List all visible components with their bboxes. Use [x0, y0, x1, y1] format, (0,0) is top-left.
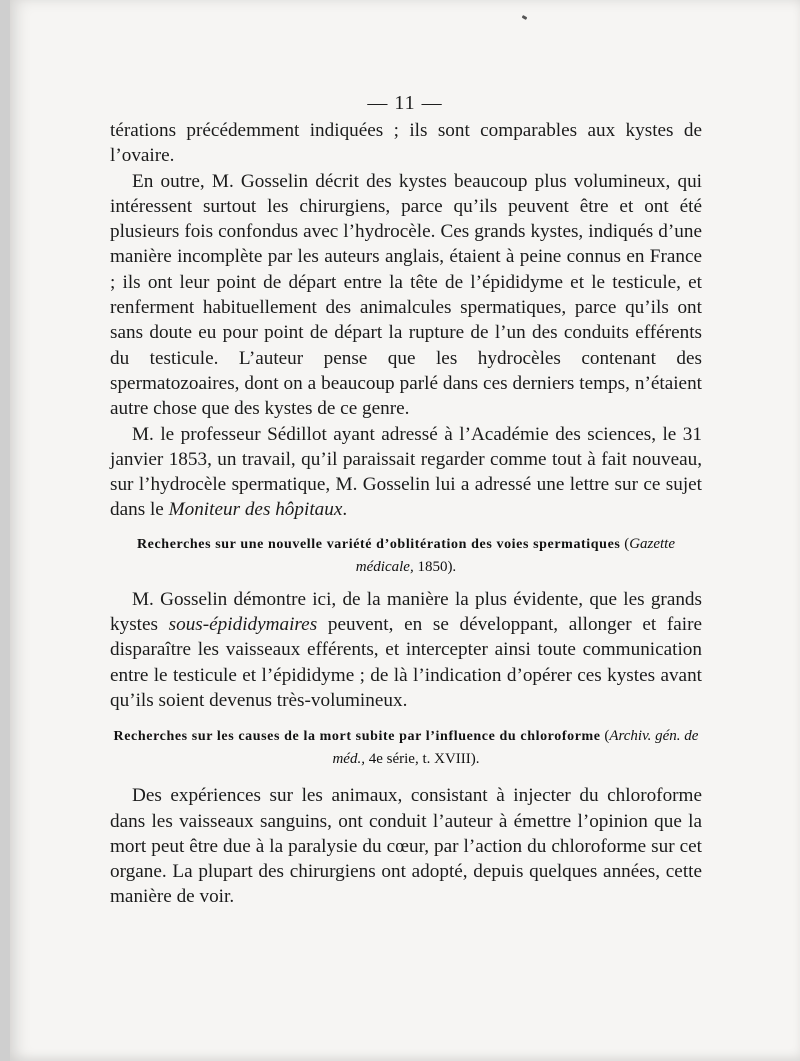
journal-title: Moniteur des hôpitaux: [168, 499, 343, 521]
paragraph-demonstration: [110, 587, 702, 713]
page-text: [110, 118, 702, 910]
page-number: — 11 —: [367, 92, 443, 114]
reference-open: (: [620, 535, 630, 552]
section-heading-chloroform: [110, 725, 702, 771]
paragraph-sedillot: [110, 422, 702, 523]
section-heading-obliteration: [110, 533, 702, 579]
paragraph-demonstration-end: peuvent, en se développant, allonger et faire disparaître les vaisseaux efférents, et intercepter ainsi toute communication entre le testicule et l’épididyme ; de là l’indication d’opérer ces kystes avant qu’ils soient devenus très-volumineux.: [110, 614, 702, 711]
book-page: [10, 0, 800, 1061]
print-speck: [522, 15, 528, 20]
reference-journal: Gazette médicale,: [355, 535, 676, 575]
italic-term: sous-épididymaires: [168, 614, 318, 636]
paragraph-experiments: Des expériences sur les animaux, consistant à injecter du chloroforme dans les vaisseaux sanguins, ont conduit l’auteur à émettre l’opinion que la mort peut être due à la paralysie du cœur, par l’action du chloroforme sur cet organe. La plupart des chirurgiens ont adopté, depuis quelques années, cette manière de voir.: [110, 785, 702, 908]
paragraph-demonstration-text: M. Gosselin démontre ici, de la manière la plus évidente, que les grands kystes: [110, 588, 702, 636]
reference-open: (: [600, 728, 610, 745]
paragraph-sedillot-text: M. le professeur Sédillot ayant adressé à l’Académie des sciences, le 31 janvier 1853, un travail, qu’il paraissait regarder comme tout à fait nouveau, sur l’hydrocèle spermatique, M. Gosselin lui a adressé une lettre sur ce sujet dans le: [110, 423, 702, 521]
paragraph-large-cysts: En outre, M. Gosselin décrit des kystes beaucoup plus volumineux, qui intéressent surtout les chirurgiens, parce qu’ils peuvent être et ont été plusieurs fois confondus avec l’hydrocèle. Ces grands kystes, indiqués d’une manière incomplète par les auteurs anglais, étaient à peine connus en France ; ils ont leur point de départ entre la tête de l’épididyme et le testicule, et renferment habituellement des animalcules spermatiques, parce qu’ils ont sans doute eu pour point de départ la rupture de l’un des conduits efférents du testicule. L’auteur pense que les hydrocèles contenant des spermatozoaires, dont on a beaucoup parlé dans ces derniers temps, n’étaient autre chose que des kystes de ce genre.: [110, 170, 702, 420]
reference-rest: 1850).: [413, 558, 457, 575]
paragraph-sedillot-end: .: [342, 499, 348, 521]
paragraph-continued: térations précédemment indiquées ; ils sont comparables aux kystes de l’ovaire.: [110, 120, 702, 167]
section-heading-title: Recherches sur une nouvelle variété d’oblitération des voies spermatiques: [136, 536, 621, 552]
reference-rest: 4e série, t. XVIII).: [364, 751, 480, 768]
reference-journal: Archiv. gén. de méd.,: [332, 728, 699, 768]
section-heading-title: Recherches sur les causes de la mort subite par l’influence du chloroforme: [113, 729, 601, 745]
